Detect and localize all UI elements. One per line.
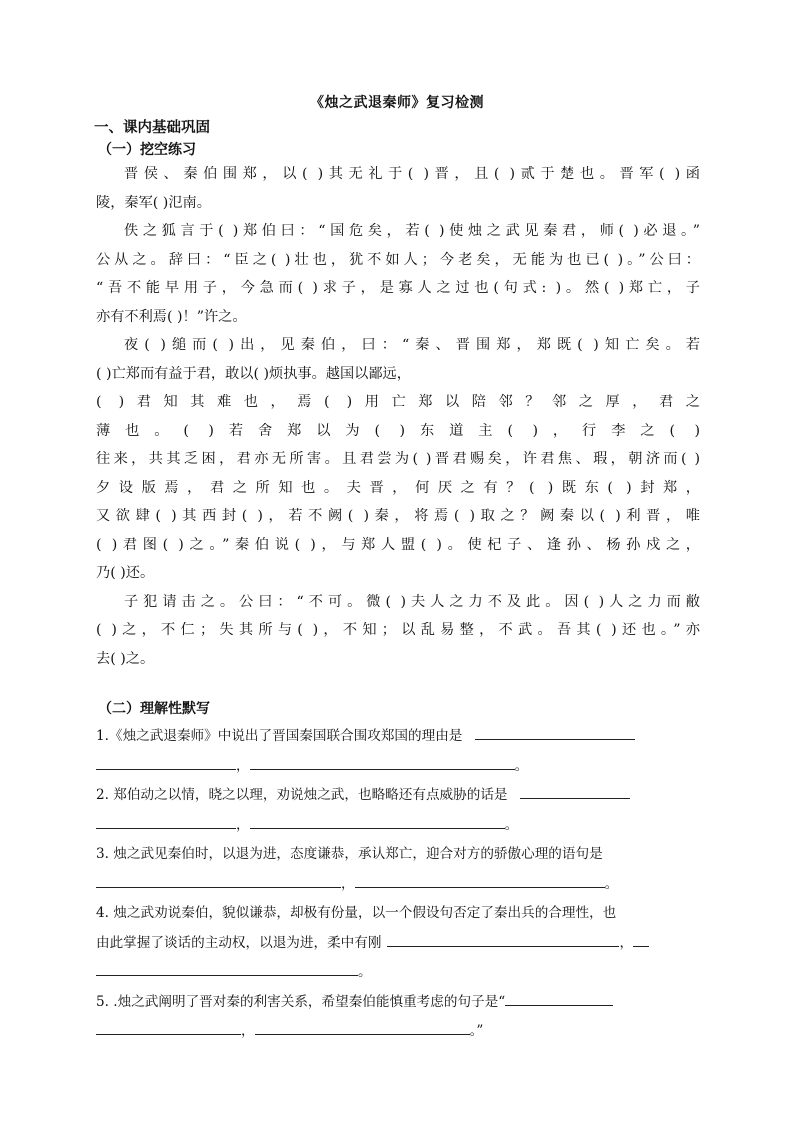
question-3: [96, 840, 700, 870]
question-list: [96, 722, 700, 1047]
question-text: 4. 烛之武劝说秦伯，貌似谦恭，却极有份量，以一个假设句否定了秦出兵的合理性，也: [96, 905, 617, 921]
cloze-line: 夕设版焉，君之所知也。夫晋，何厌之有？( )既东( )封郑，: [96, 479, 700, 496]
cloze-line: “吾不能早用子，今急而( )求子，是寡人之过也(句式: )。然( )郑亡，子: [96, 280, 700, 296]
answer-blank[interactable]: [96, 1018, 241, 1035]
answer-blank[interactable]: [96, 812, 236, 829]
question-text-continued: 由此掌握了谈话的主动权，以退为进，柔中有刚: [96, 934, 382, 951]
cloze-passage: [96, 160, 700, 673]
cloze-line: 公从之。辞曰：“臣之( )壮也，犹不如人；今老矣，无能为也已( )。”公曰：: [96, 251, 700, 268]
cloze-line: 薄也。( )若舍郑以为( )东道主( )，行李之( ): [96, 422, 700, 439]
cloze-line: 晋侯、秦伯围郑，以( )其无礼于( )晋，且( )贰于楚也。晋军( )函: [124, 166, 700, 182]
question-3-answer-line: [96, 870, 700, 900]
cloze-line: 夜( )缒而( )出，见秦伯，曰：“秦、晋围郑，郑既( )知亡矣。若: [124, 337, 700, 353]
answer-blank[interactable]: [633, 930, 649, 947]
question-4-answer-line: [96, 958, 700, 988]
answer-blank[interactable]: [96, 959, 358, 976]
answer-blank[interactable]: [255, 1018, 470, 1035]
question-text: 5. .烛之武阐明了晋对秦的利害关系，希望秦伯能慎重考虑的句子是“: [96, 993, 506, 1010]
answer-blank[interactable]: [96, 753, 236, 770]
question-text: 1.《烛之武退秦师》中说出了晋国秦国联合围攻郑国的理由是: [96, 728, 463, 744]
cloze-line: 乃( )还。: [96, 565, 155, 581]
question-4-line-2: [96, 929, 700, 959]
question-text: 2. 郑伯动之以情，晓之以理，劝说烛之武，也略略还有点威胁的话是: [96, 787, 508, 803]
cloze-line: ( )之，不仁；失其所与( )，不知；以乱易整，不武。吾其( )还也。”亦: [96, 622, 700, 638]
section-heading: 一、课内基础巩固: [94, 119, 210, 136]
cloze-line: ( )君知其难也，焉( )用亡郑以陪邻？邻之厚，君之: [96, 394, 700, 410]
end-mark: 。: [504, 816, 519, 833]
answer-blank[interactable]: [355, 871, 605, 888]
cloze-line: 往来，共其乏困，君亦无所害。且君尝为( )晋君赐矣，许君焦、瑕，朝济而( ): [96, 451, 700, 467]
question-5-answer-line: [96, 1017, 700, 1047]
subsection-recitation-heading: （二）理解性默写: [98, 701, 210, 717]
question-2: [96, 781, 700, 811]
answer-blank[interactable]: [520, 782, 630, 799]
question-5: [96, 988, 700, 1018]
separator: ，: [236, 757, 250, 774]
end-mark: 。”: [469, 1023, 484, 1039]
separator: ，: [341, 875, 355, 892]
cloze-line: ( )君图( )之。”秦伯说( )，与郑人盟( )。使杞子、逢孙、杨孙戍之，: [96, 536, 700, 553]
cloze-line: 佚之狐言于( )郑伯曰：“国危矣，若( )使烛之武见秦君，师( )必退。”: [124, 223, 700, 239]
answer-blank[interactable]: [505, 989, 613, 1006]
question-1: [96, 722, 700, 752]
separator: ，: [236, 816, 250, 833]
cloze-line: 亦有不利焉( )！”许之。: [96, 308, 247, 325]
question-text: 3. 烛之武见秦伯时，以退为进，态度谦恭，承认郑亡，迎合对方的骄傲心理的语句是: [96, 846, 603, 862]
cloze-line: ( )亡郑而有益于君，敢以( )烦执事。越国以鄙远，: [96, 365, 411, 382]
answer-blank[interactable]: [250, 812, 505, 829]
document-title: 《烛之武退秦师》复习检测: [310, 95, 484, 111]
separator: ，: [619, 934, 634, 951]
end-mark: 。: [604, 875, 619, 892]
cloze-line: 子犯请击之。公曰：“不可。微( )夫人之力不及此。因( )人之力而敝: [124, 593, 700, 610]
subsection-cloze-heading: （一）挖空练习: [98, 142, 196, 158]
end-mark: 。: [358, 964, 372, 980]
end-mark: 。: [514, 757, 529, 774]
answer-blank[interactable]: [250, 753, 515, 770]
cloze-line: 去( )之。: [96, 650, 155, 667]
answer-blank[interactable]: [96, 871, 341, 888]
answer-blank[interactable]: [475, 723, 635, 740]
cloze-line: 又欲肆( )其西封( )，若不阙( )秦，将焉( )取之？阙秦以( )利晋，唯: [96, 508, 700, 524]
question-4: [96, 899, 700, 929]
cloze-line: 陵，秦军( )氾南。: [96, 194, 211, 211]
question-2-answer-line: [96, 811, 700, 841]
question-1-answer-line: [96, 752, 700, 782]
answer-blank[interactable]: [387, 930, 619, 947]
separator: ，: [241, 1023, 255, 1039]
